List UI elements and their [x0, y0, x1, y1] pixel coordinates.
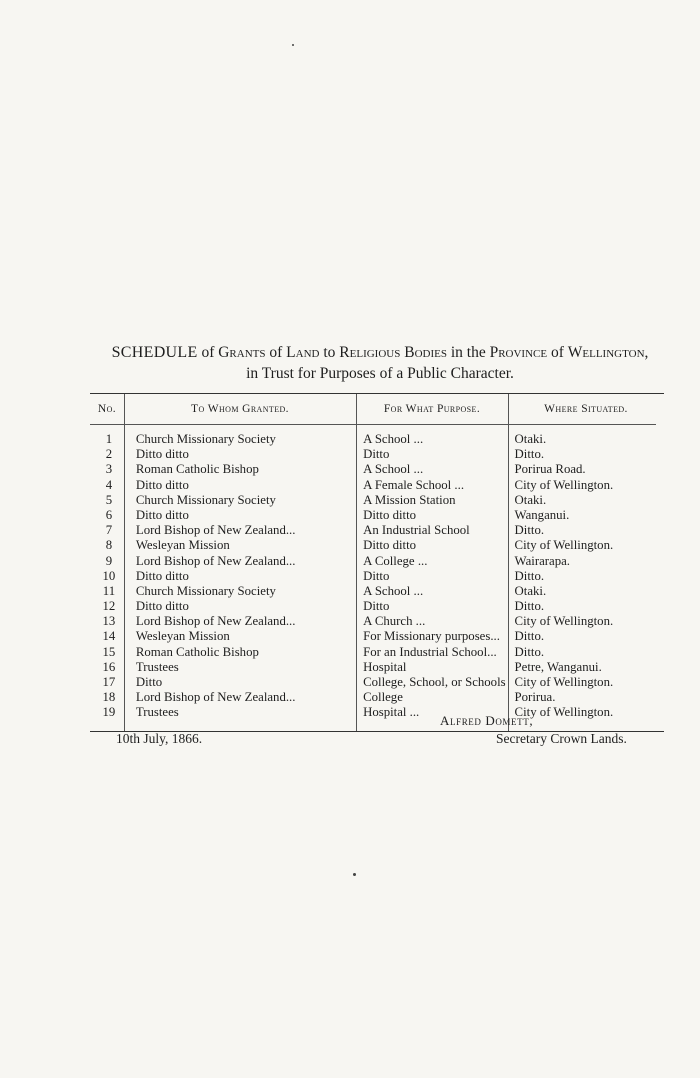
cell-where-text: City of Wellington. [514, 477, 614, 492]
cell-what-text: Ditto [363, 599, 390, 614]
cell-where-text: Wanganui. [514, 507, 570, 522]
cell-what [357, 508, 508, 523]
cell-who-text: Lord Bishop of New Zealand... [135, 690, 296, 705]
cell-what-text: A Church ... [363, 614, 426, 629]
cell-no-text: 18 [102, 690, 116, 705]
table-row [90, 660, 664, 675]
cell-no [90, 432, 126, 447]
cell-who-text: Wesleyan Mission [135, 629, 230, 644]
cell-no [90, 508, 126, 523]
schedule-title [90, 342, 670, 384]
cell-no-text: 2 [105, 447, 113, 462]
table-row [90, 432, 664, 447]
cell-what [357, 645, 508, 660]
cell-where [509, 554, 664, 569]
cell-who [126, 462, 357, 477]
cell-no [90, 447, 126, 462]
cell-no-text: 14 [102, 629, 116, 644]
cell-where-text: Otaki. [514, 432, 547, 446]
cell-who [126, 569, 357, 584]
cell-no-text: 11 [102, 583, 116, 598]
cell-who-text: Ditto ditto [135, 447, 189, 462]
cell-what-text: A School ... [363, 462, 424, 477]
cell-where [509, 675, 664, 690]
cell-no [90, 629, 126, 644]
cell-no [90, 493, 126, 508]
cell-where [509, 569, 664, 584]
cell-no-text: 5 [105, 492, 113, 507]
cell-who-text: Ditto ditto [135, 477, 189, 492]
cell-no-text: 15 [102, 644, 116, 659]
cell-who [126, 614, 357, 629]
cell-what [357, 538, 508, 553]
cell-no-text: 19 [102, 705, 116, 720]
cell-where-text: Ditto. [514, 599, 545, 614]
cell-where-text: Ditto. [514, 644, 545, 659]
table-row [90, 508, 664, 523]
cell-who-text: Ditto ditto [135, 568, 189, 583]
title-word: in the [450, 344, 486, 361]
cell-no-text: 16 [102, 659, 116, 674]
cell-where-text: Ditto. [514, 447, 545, 462]
table-body [90, 424, 664, 731]
cell-where-text: Otaki. [514, 583, 547, 598]
cell-what-text: Ditto [363, 447, 390, 462]
cell-who [126, 523, 357, 538]
table-row [90, 690, 664, 705]
cell-who [126, 432, 357, 447]
table-row [90, 584, 664, 599]
column-rule [124, 394, 125, 731]
title-line-1 [90, 342, 670, 363]
cell-where-text: Otaki. [514, 492, 547, 507]
cell-what [357, 523, 508, 538]
cell-no-text: 4 [105, 477, 113, 492]
grants-table [90, 393, 664, 732]
cell-where [509, 508, 664, 523]
cell-who [126, 508, 357, 523]
title-word: Grants [218, 344, 266, 361]
cell-who [126, 478, 357, 493]
cell-who-text: Church Missionary Society [135, 492, 276, 507]
cell-who [126, 554, 357, 569]
title-word: Wellington, [567, 344, 649, 361]
cell-what [357, 432, 508, 447]
cell-what [357, 629, 508, 644]
table-row [90, 645, 664, 660]
table-row [90, 569, 664, 584]
table-row [90, 614, 664, 629]
cell-who-text: Ditto [135, 675, 163, 689]
cell-no [90, 569, 126, 584]
cell-no-text: 6 [105, 507, 113, 522]
cell-no [90, 645, 126, 660]
title-word: Province [489, 344, 548, 361]
cell-no-text: 8 [105, 538, 113, 553]
table-row [90, 478, 664, 493]
cell-what [357, 599, 508, 614]
table-row [90, 629, 664, 644]
title-word: Religious Bodies [339, 344, 447, 361]
cell-what-text: A School ... [363, 432, 424, 446]
cell-what [357, 660, 508, 675]
cell-no-text: 17 [102, 675, 116, 689]
cell-who [126, 645, 357, 660]
table-row [90, 675, 664, 690]
cell-where-text: Wairarapa. [514, 553, 570, 568]
cell-who-text: Roman Catholic Bishop [135, 644, 259, 659]
cell-no [90, 554, 126, 569]
cell-where [509, 660, 664, 675]
cell-no [90, 478, 126, 493]
cell-what-text: A Mission Station [363, 492, 456, 507]
cell-who [126, 447, 357, 462]
header-what: For What Purpose. [383, 403, 481, 415]
cell-who [126, 629, 357, 644]
header-who: To Whom Granted. [191, 403, 289, 415]
cell-where [509, 584, 664, 599]
cell-where [509, 432, 664, 447]
cell-who-text: Church Missionary Society [135, 432, 276, 446]
header-no: No. [97, 403, 117, 415]
table-row [90, 462, 664, 477]
document-date: 10th July, 1866. [116, 731, 203, 746]
header-where: Where Situated. [544, 403, 628, 415]
cell-what-text: Hospital [363, 659, 407, 674]
cell-what-text: An Industrial School [363, 523, 470, 538]
cell-who-text: Trustees [135, 705, 179, 720]
cell-where [509, 538, 664, 553]
cell-what [357, 569, 508, 584]
cell-who [126, 705, 357, 720]
cell-who [126, 675, 357, 690]
cell-no [90, 675, 126, 690]
signatory-role: Secretary Crown Lands. [496, 731, 627, 746]
table-row [90, 523, 664, 538]
cell-who [126, 660, 357, 675]
cell-what [357, 584, 508, 599]
table-row [90, 705, 664, 720]
cell-where [509, 690, 664, 705]
cell-what [357, 675, 508, 690]
title-word: of [201, 344, 215, 361]
cell-what-text: For Missionary purposes... [363, 629, 500, 644]
cell-who-text: Ditto ditto [135, 599, 189, 614]
cell-what-text: College, School, or Schools [363, 675, 506, 689]
table-header [90, 394, 664, 424]
cell-what [357, 447, 508, 462]
cell-what-text: Ditto [363, 568, 390, 583]
speck-bottom [353, 873, 356, 876]
cell-who-text: Church Missionary Society [135, 583, 276, 598]
cell-who [126, 599, 357, 614]
cell-where [509, 599, 664, 614]
cell-no [90, 462, 126, 477]
cell-no-text: 13 [102, 614, 116, 629]
cell-where [509, 462, 664, 477]
cell-where-text: City of Wellington. [514, 705, 614, 720]
cell-where [509, 645, 664, 660]
cell-where-text: Ditto. [514, 523, 545, 538]
cell-where-text: Petre, Wanganui. [514, 659, 602, 674]
cell-no-text: 10 [102, 568, 116, 583]
cell-where-text: City of Wellington. [514, 614, 614, 629]
cell-where-text: Porirua Road. [514, 462, 586, 477]
cell-who [126, 493, 357, 508]
table-row [90, 599, 664, 614]
title-word: to [323, 344, 336, 361]
cell-what-text: College [363, 690, 403, 705]
cell-where-text: Ditto. [514, 568, 545, 583]
cell-who-text: Ditto ditto [135, 507, 189, 522]
cell-where [509, 629, 664, 644]
cell-who-text: Wesleyan Mission [135, 538, 230, 553]
table-row [90, 554, 664, 569]
cell-what-text: Ditto ditto [363, 507, 417, 522]
title-schedule: SCHEDULE [111, 344, 198, 361]
cell-who-text: Trustees [135, 659, 179, 674]
cell-where-text: Ditto. [514, 629, 545, 644]
cell-who [126, 690, 357, 705]
cell-who-text: Roman Catholic Bishop [135, 462, 259, 477]
cell-what-text: A College ... [363, 553, 428, 568]
cell-where [509, 614, 664, 629]
cell-what [357, 493, 508, 508]
cell-what [357, 554, 508, 569]
cell-where [509, 447, 664, 462]
cell-no-text: 7 [105, 523, 113, 538]
speck-top [292, 44, 294, 46]
table-row [90, 538, 664, 553]
cell-no [90, 705, 126, 720]
cell-no-text: 3 [105, 462, 113, 477]
cell-no [90, 584, 126, 599]
cell-no [90, 523, 126, 538]
title-line-2: in Trust for Purposes of a Public Character. [246, 365, 514, 382]
table-row [90, 493, 664, 508]
cell-what-text: A Female School ... [363, 477, 465, 492]
cell-who-text: Lord Bishop of New Zealand... [135, 553, 296, 568]
cell-no [90, 614, 126, 629]
cell-what [357, 690, 508, 705]
table-row [90, 447, 664, 462]
cell-who [126, 584, 357, 599]
cell-where [509, 493, 664, 508]
cell-no-text: 1 [105, 432, 113, 446]
cell-no [90, 538, 126, 553]
cell-what [357, 614, 508, 629]
cell-where [509, 478, 664, 493]
cell-who-text: Lord Bishop of New Zealand... [135, 523, 296, 538]
cell-who-text: Lord Bishop of New Zealand... [135, 614, 296, 629]
cell-what-text: Ditto ditto [363, 538, 417, 553]
cell-no [90, 599, 126, 614]
cell-no-text: 12 [102, 599, 116, 614]
cell-where-text: Porirua. [514, 690, 556, 705]
cell-what-text: Hospital ... [363, 705, 420, 720]
cell-who [126, 538, 357, 553]
title-word: of [550, 344, 564, 361]
cell-what [357, 478, 508, 493]
cell-where-text: City of Wellington. [514, 675, 614, 689]
cell-no [90, 690, 126, 705]
cell-what-text: For an Industrial School... [363, 644, 497, 659]
title-word: of [269, 344, 283, 361]
title-word: Land [286, 344, 320, 361]
cell-where [509, 523, 664, 538]
header-rule [90, 424, 656, 425]
cell-what [357, 462, 508, 477]
signatory-name: Alfred Domett, [440, 713, 534, 728]
cell-what-text: A School ... [363, 583, 424, 598]
cell-no-text: 9 [105, 553, 113, 568]
cell-where-text: City of Wellington. [514, 538, 614, 553]
cell-no [90, 660, 126, 675]
